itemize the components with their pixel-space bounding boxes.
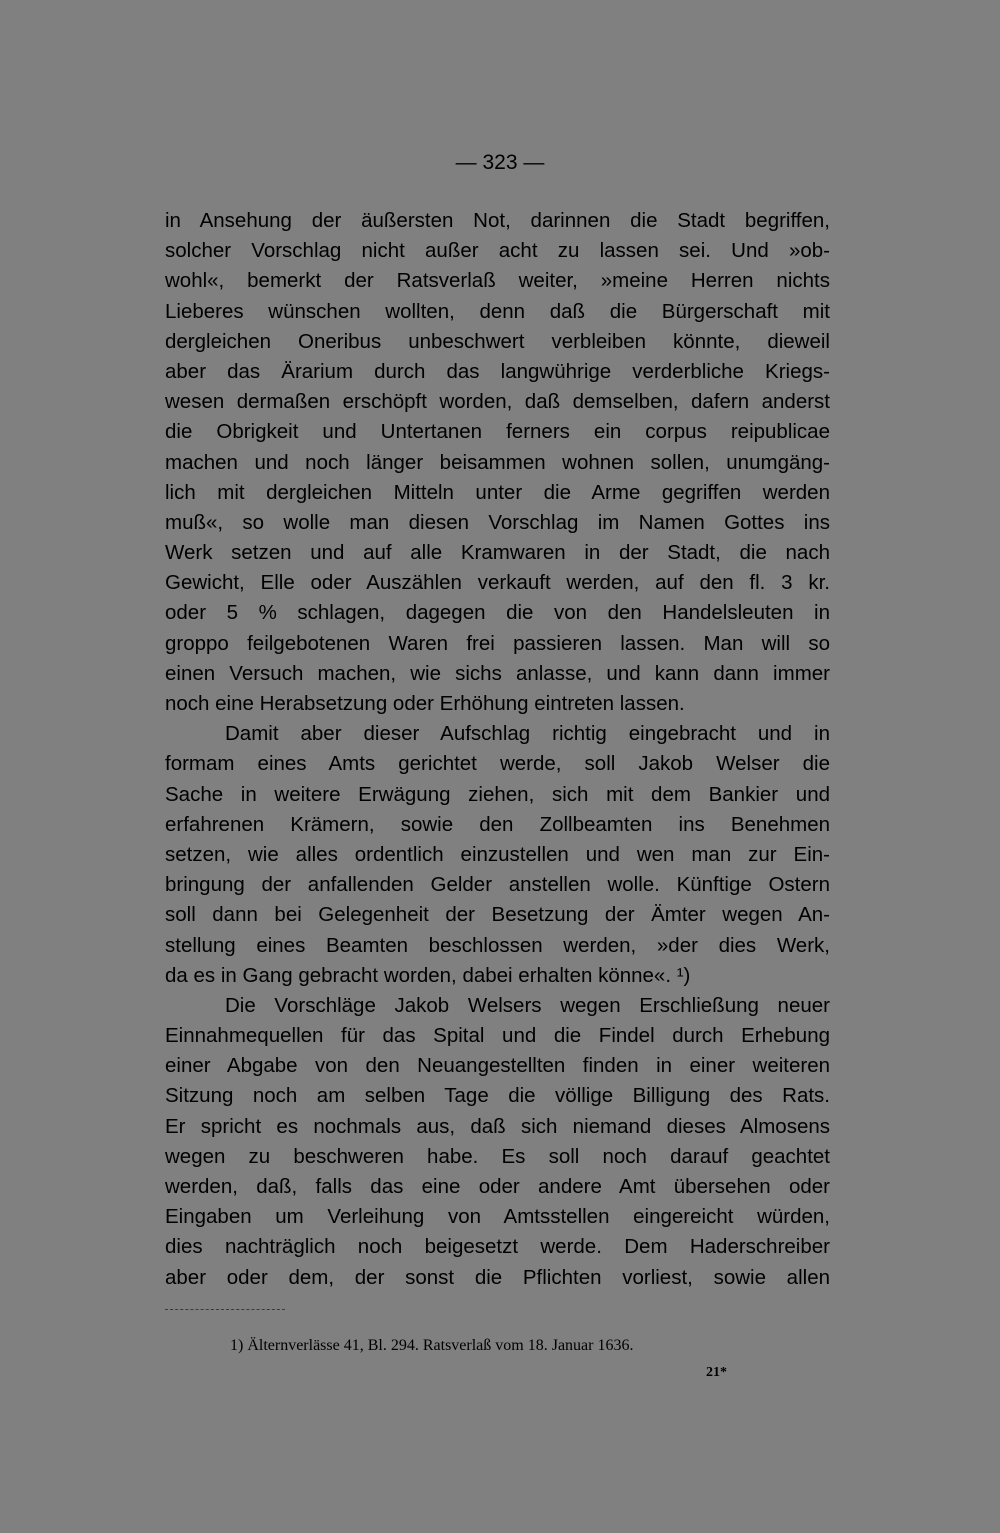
text-line: wesen dermaßen erschöpft worden, daß demselben, dafern anderst (165, 390, 830, 414)
page-number: — 323 — (455, 151, 545, 174)
text-line: muß«, so wolle man diesen Vorschlag im Namen Gottes ins (165, 510, 830, 534)
text-line: stellung eines Beamten beschlossen werden, »der dies Werk, (165, 933, 830, 957)
text-line: Sache in weitere Erwägung ziehen, sich mit dem Bankier und (165, 782, 830, 806)
text-line: wegen zu beschweren habe. Es soll noch darauf geachtet (165, 1144, 830, 1168)
text-line: dies nachträglich noch beigesetzt werde. Dem Haderschreiber (165, 1235, 830, 1259)
text-line: in Ansehung der äußersten Not, darinnen die Stadt begriffen, (165, 209, 830, 232)
text-line: solcher Vorschlag nicht außer acht zu lassen sei. Und »ob- (165, 239, 830, 263)
text-line: da es in Gang gebracht worden, dabei erhalten könne«. ¹) (165, 963, 691, 987)
text-line: soll dann bei Gelegenheit der Besetzung der Ämter wegen An- (165, 903, 830, 927)
text-line: aber oder dem, der sonst die Pflichten vorliest, sowie allen (165, 1265, 830, 1289)
text-line: dergleichen Oneribus unbeschwert verbleiben könnte, dieweil (165, 329, 830, 353)
footnote-divider (165, 1309, 285, 1310)
footnote (230, 1334, 633, 1358)
footnote-marker: 1) (230, 1337, 244, 1354)
text-line: aber das Ärarium durch das langwührige verderbliche Kriegs- (165, 359, 830, 383)
text-line: Damit aber dieser Aufschlag richtig eingebracht und in (225, 722, 830, 746)
text-line: wohl«, bemerkt der Ratsverlaß weiter, »meine Herren nichts (165, 269, 830, 293)
text-line: noch eine Herabsetzung oder Erhöhung eintreten lassen. (165, 692, 685, 715)
text-line: die Obrigkeit und Untertanen ferners ein corpus reipublicae (165, 420, 830, 444)
footnote-text: Älternverlässe 41, Bl. 294. Ratsverlaß vom 18. Januar 1636. (247, 1337, 634, 1354)
text-line: Die Vorschläge Jakob Welsers wegen Erschließung neuer (225, 993, 830, 1017)
text-line: Eingaben um Verleihung von Amtsstellen eingereicht würden, (165, 1205, 830, 1229)
text-line: Werk setzen und auf alle Kramwaren in der Stadt, die nach (165, 541, 830, 565)
text-line: einen Versuch machen, wie sichs anlasse, und kann dann immer (165, 661, 830, 685)
text-line: Lieberes wünschen wollten, denn daß die Bürgerschaft mit (165, 299, 830, 323)
text-line: formam eines Amts gerichtet werde, soll Jakob Welser die (165, 752, 830, 776)
text-line: machen und noch länger beisammen wohnen sollen, unumgäng- (165, 450, 830, 474)
text-line: Er spricht es nochmals aus, daß sich niemand dieses Almosens (165, 1114, 830, 1138)
text-line: Gewicht, Elle oder Auszählen verkauft werden, auf den fl. 3 kr. (165, 571, 830, 595)
printer-signature: 21* (706, 1365, 727, 1380)
text-line: erfahrenen Krämern, sowie den Zollbeamten ins Benehmen (165, 812, 830, 836)
text-line: groppo feilgebotenen Waren frei passieren lassen. Man will so (165, 631, 830, 655)
text-line: Einnahmequellen für das Spital und die Findel durch Erhebung (165, 1024, 830, 1048)
text-line: oder 5 % schlagen, dagegen die von den Handelsleuten in (165, 601, 830, 625)
text-line: Sitzung noch am selben Tage die völlige Billigung des Rats. (165, 1084, 830, 1108)
text-line: einer Abgabe von den Neuangestellten finden in einer weiteren (165, 1054, 830, 1078)
body-text (165, 206, 830, 1293)
text-line: setzen, wie alles ordentlich einzustellen und wen man zur Ein- (165, 842, 830, 866)
text-line: bringung der anfallenden Gelder anstellen wolle. Künftige Ostern (165, 873, 830, 897)
text-line: werden, daß, falls das eine oder andere Amt übersehen oder (165, 1175, 830, 1198)
text-line: lich mit dergleichen Mitteln unter die Arme gegriffen werden (165, 480, 830, 504)
